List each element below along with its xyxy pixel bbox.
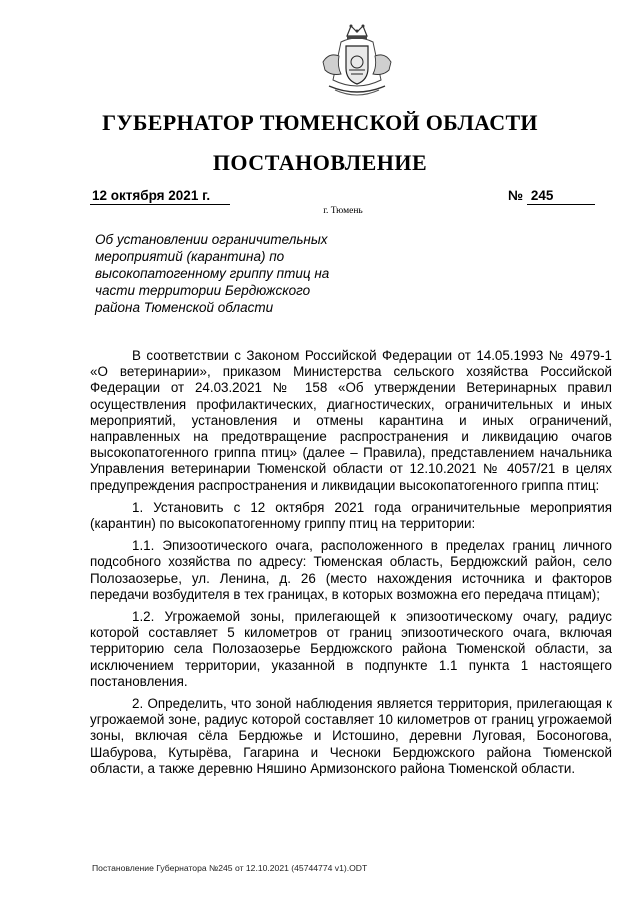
clause-1-2: 1.2. Угрожаемой зоны, прилегающей к эпизоотическому очагу, радиус которой составляет 5 километров от границ эпизоотического очага, включая территорию села Полозаозерье Бердюжского района Тюменской области, за исключением территории, указанной в подпункте 1.1 пункта 1 настоящего постановления. [90,609,612,689]
clause-1: 1. Установить с 12 октября 2021 года ограничительные мероприятия (карантин) по высокопатогенному гриппу птиц на территории: [90,499,612,532]
document-number-block [508,187,595,205]
number-label: № [508,188,524,203]
document-number: 245 [527,187,595,205]
issuing-authority: ГУБЕРНАТОР ТЮМЕНСКОЙ ОБЛАСТИ [102,110,538,135]
footer-file-reference: Постановление Губернатора №245 от 12.10.2021 (45744774 v1).ODT [92,863,368,873]
document-date: 12 октября 2021 г. [90,187,230,205]
clause-2: 2. Определить, что зоной наблюдения является территория, прилегающая к угрожаемой зоне, радиус которой составляет 10 километров от границ угрожаемой зоны, включая сёла Бердюжье и Истошино, деревни Луговая, Босоногова, Шабурова, Кутырёва, Гагарина и Чесноки Бердюжского района Тюменской области, а также деревню Няшино Армизонского района Тюменской области. [90,696,612,776]
preamble-paragraph: В соответствии с Законом Российской Федерации от 14.05.1993 № 4979-1 «О ветеринарии», приказом Министерства сельского хозяйства Российской Федерации от 24.03.2021 № 158 «Об утверждении Ветеринарных правил осуществления профилактических, диагностических, ограничительных и иных мероприятий, установления и отмены карантина и иных ограничений, направленных на предотвращение распространения и ликвидацию очагов высокопатогенного гриппа птиц» (далее – Правила), представлением начальника Управления ветеринарии Тюменской области от 12.10.2021 № 4057/21 в целях предупреждения распространения и ликвидации высокопатогенного гриппа птиц: [90,348,612,493]
document-subject: Об установлении ограничительных мероприятий (карантина) по высокопатогенному гриппу птиц на части территории Бердюжского района Тюменской области [95,232,330,315]
clause-1-1: 1.1. Эпизоотического очага, расположенного в пределах границ личного подсобного хозяйства по адресу: Тюменская область, Бердюжский район, село Полозаозерье, ул. Ленина, д. 26 (место нахождения источника и факторов передачи возбудителя в тех границах, в которых возможна его передача птицам); [90,538,612,602]
city-of-issue: г. Тюмень [323,206,363,216]
coat-of-arms-icon [315,22,399,100]
document-body [90,348,612,783]
document-type-title: ПОСТАНОВЛЕНИЕ [212,150,428,175]
